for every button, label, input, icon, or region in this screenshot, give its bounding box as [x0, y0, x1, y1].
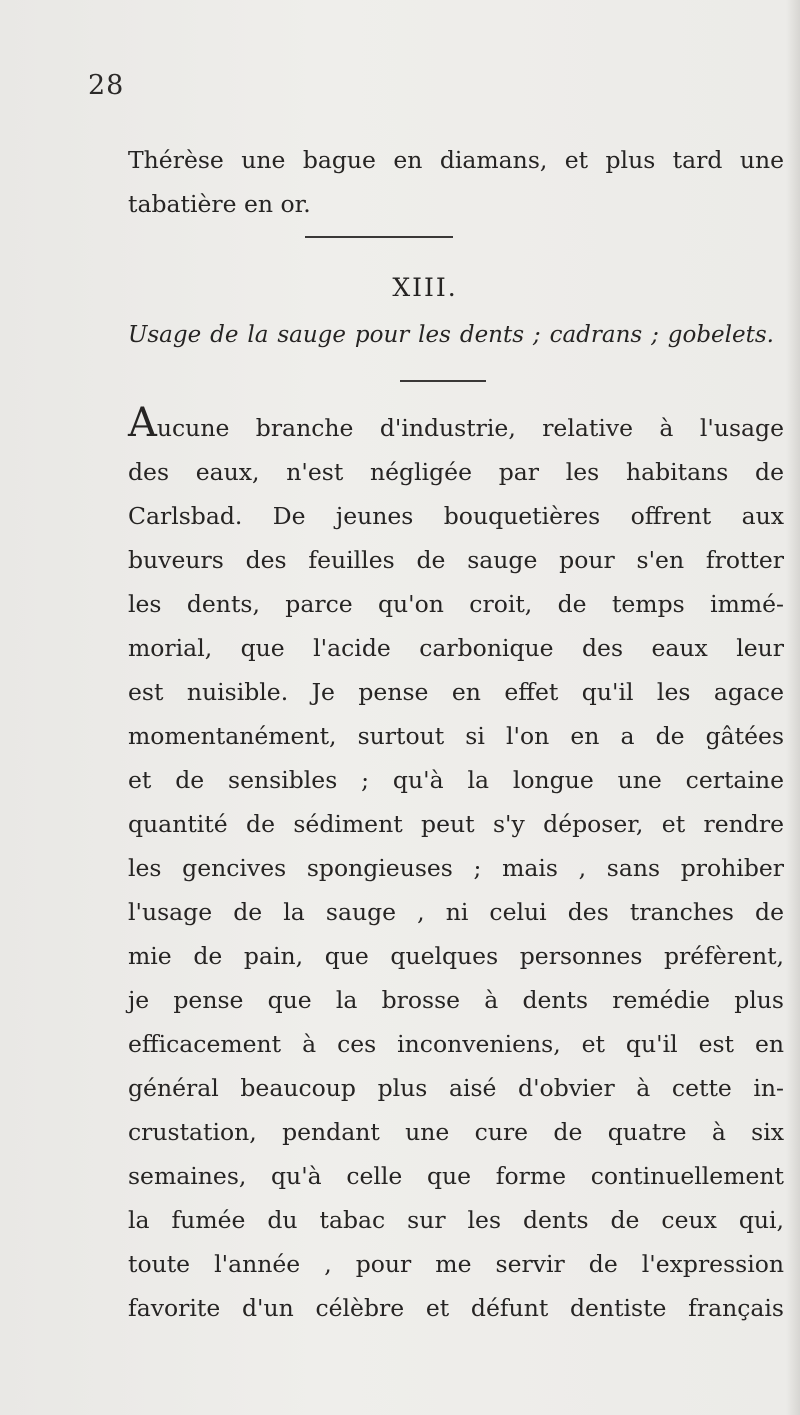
- text-line: morial, que l'acide carbonique des eaux leur: [128, 634, 784, 662]
- text-line: je pense que la brosse à dents remédie plus: [128, 986, 784, 1014]
- text-line: momentanément, surtout si l'on en a de gâtées: [128, 722, 784, 750]
- body-paragraph: [128, 400, 784, 1330]
- text-line: général beaucoup plus aisé d'obvier à cette in-: [128, 1074, 784, 1102]
- text-line: favorite d'un célèbre et défunt dentiste français: [128, 1294, 784, 1322]
- text-line: semaines, qu'à celle que forme continuellement: [128, 1162, 784, 1190]
- text-line: les dents, parce qu'on croit, de temps immé-: [128, 590, 784, 618]
- page-edge-shadow: [786, 0, 800, 1415]
- text-line: la fumée du tabac sur les dents de ceux qui,: [128, 1206, 784, 1234]
- text-line: buveurs des feuilles de sauge pour s'en frotter: [128, 546, 784, 574]
- text-line: l'usage de la sauge , ni celui des tranches de: [128, 898, 784, 926]
- separator-rule: [305, 236, 453, 238]
- initial-letter: A: [128, 400, 157, 446]
- text-line: et de sensibles ; qu'à la longue une certaine: [128, 766, 784, 794]
- text-line: Carlsbad. De jeunes bouquetières offrent aux: [128, 502, 784, 530]
- text-line: tabatière en or.: [128, 190, 311, 218]
- first-line-text: ucune branche d'industrie, relative à l'usage: [156, 414, 784, 442]
- text-line: crustation, pendant une cure de quatre à six: [128, 1118, 784, 1146]
- chapter-title: Usage de la sauge pour les dents ; cadrans ; gobelets.: [128, 322, 774, 348]
- intro-paragraph: [128, 138, 784, 226]
- text-line: est nuisible. Je pense en effet qu'il les agace: [128, 678, 784, 706]
- text-line: toute l'année , pour me servir de l'expression: [128, 1250, 784, 1278]
- page-number: 28: [88, 70, 125, 101]
- text-line: les gencives spongieuses ; mais , sans prohiber: [128, 854, 784, 882]
- text-line: Thérèse une bague en diamans, et plus tard une: [128, 146, 784, 174]
- text-line: mie de pain, que quelques personnes préfèrent,: [128, 942, 784, 970]
- separator-rule-short: [400, 380, 486, 382]
- text-line: des eaux, n'est négligée par les habitans de: [128, 458, 784, 486]
- text-line-first: [128, 400, 784, 450]
- text-line: efficacement à ces inconveniens, et qu'il est en: [128, 1030, 784, 1058]
- text-line: quantité de sédiment peut s'y déposer, et rendre: [128, 810, 784, 838]
- chapter-number: XIII.: [392, 273, 458, 302]
